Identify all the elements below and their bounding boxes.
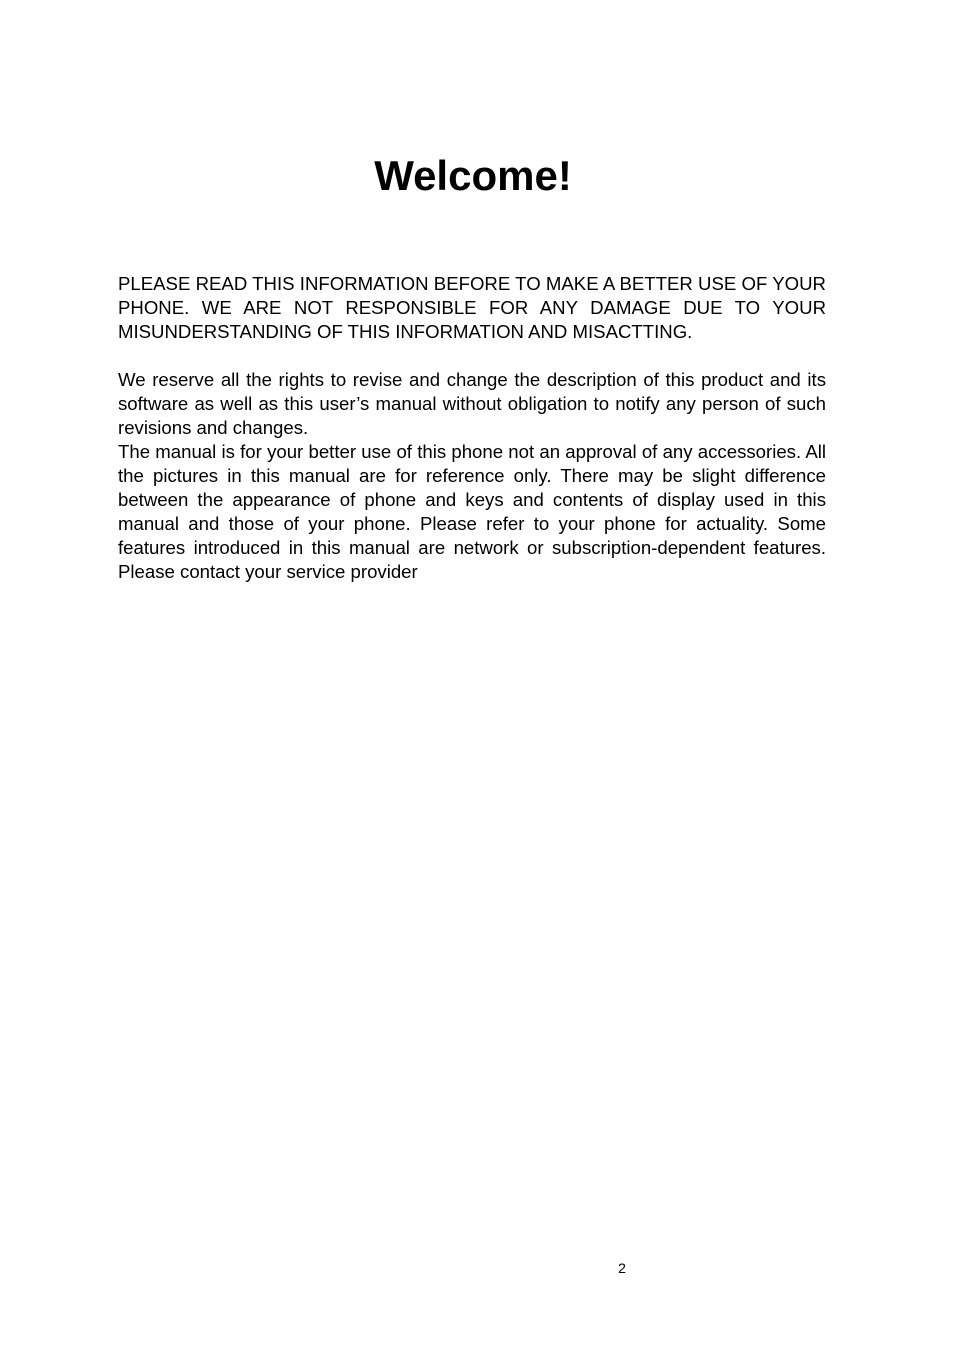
page-title: Welcome! [374,152,572,199]
manual-paragraph: The manual is for your better use of this phone not an approval of any accessories. All the pictures in this manual are for reference only. There may be slight difference between the appearance of phone and keys and contents of display used in this manual and those of your phone. Please refer to your phone for actuality. Some features introduced in this manual are network or subscription-dependent features. Please contact your service provider [118,441,826,582]
rights-paragraph: We reserve all the rights to revise and change the description of this product and its software as well as this user’s manual without obligation to notify any person of such revisions and changes. [118,369,826,438]
page-number: 2 [618,1260,626,1276]
disclaimer-section [118,368,826,584]
notice-paragraph: PLEASE READ THIS INFORMATION BEFORE TO MAKE A BETTER USE OF YOUR PHONE. WE ARE NOT RESPONSIBLE FOR ANY DAMAGE DUE TO YOUR MISUNDERSTANDING OF THIS INFORMATION AND MISACTTING. [118,273,826,342]
